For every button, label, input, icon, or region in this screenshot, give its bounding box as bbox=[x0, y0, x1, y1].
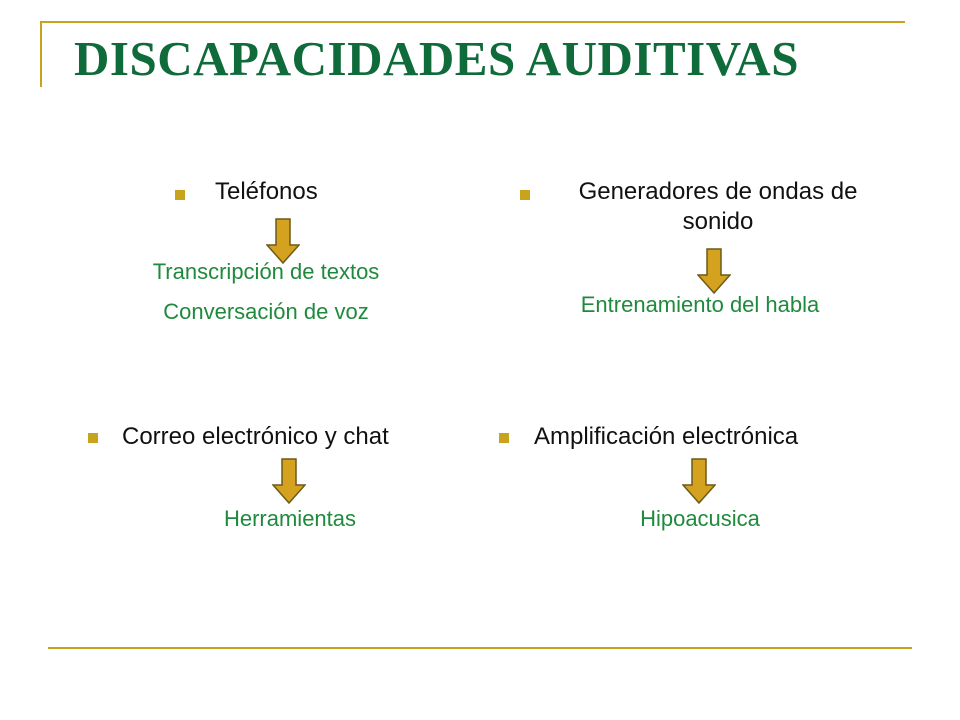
bottom-divider bbox=[48, 647, 912, 649]
section-heading: Generadores de ondas de sonido bbox=[578, 178, 858, 235]
result-text: Entrenamiento del habla bbox=[580, 292, 820, 317]
result-text: Herramientas bbox=[223, 506, 357, 531]
down-arrow-icon bbox=[682, 458, 716, 504]
down-arrow-icon bbox=[272, 458, 306, 504]
down-arrow-icon bbox=[697, 248, 731, 294]
section-heading: Amplificación electrónica bbox=[534, 423, 799, 450]
result-text: Hipoacusica bbox=[640, 506, 760, 531]
square-bullet-icon bbox=[88, 433, 98, 443]
square-bullet-icon bbox=[499, 433, 509, 443]
left-divider bbox=[40, 21, 42, 87]
square-bullet-icon bbox=[175, 190, 185, 200]
page-title: DISCAPACIDADES AUDITIVAS bbox=[74, 31, 799, 86]
result-text: Conversación de voz bbox=[163, 299, 369, 324]
result-text: Transcripción de textos bbox=[152, 259, 380, 284]
section-heading: Teléfonos bbox=[215, 178, 318, 205]
top-divider bbox=[40, 21, 905, 23]
square-bullet-icon bbox=[520, 190, 530, 200]
section-heading: Correo electrónico y chat bbox=[122, 423, 389, 450]
